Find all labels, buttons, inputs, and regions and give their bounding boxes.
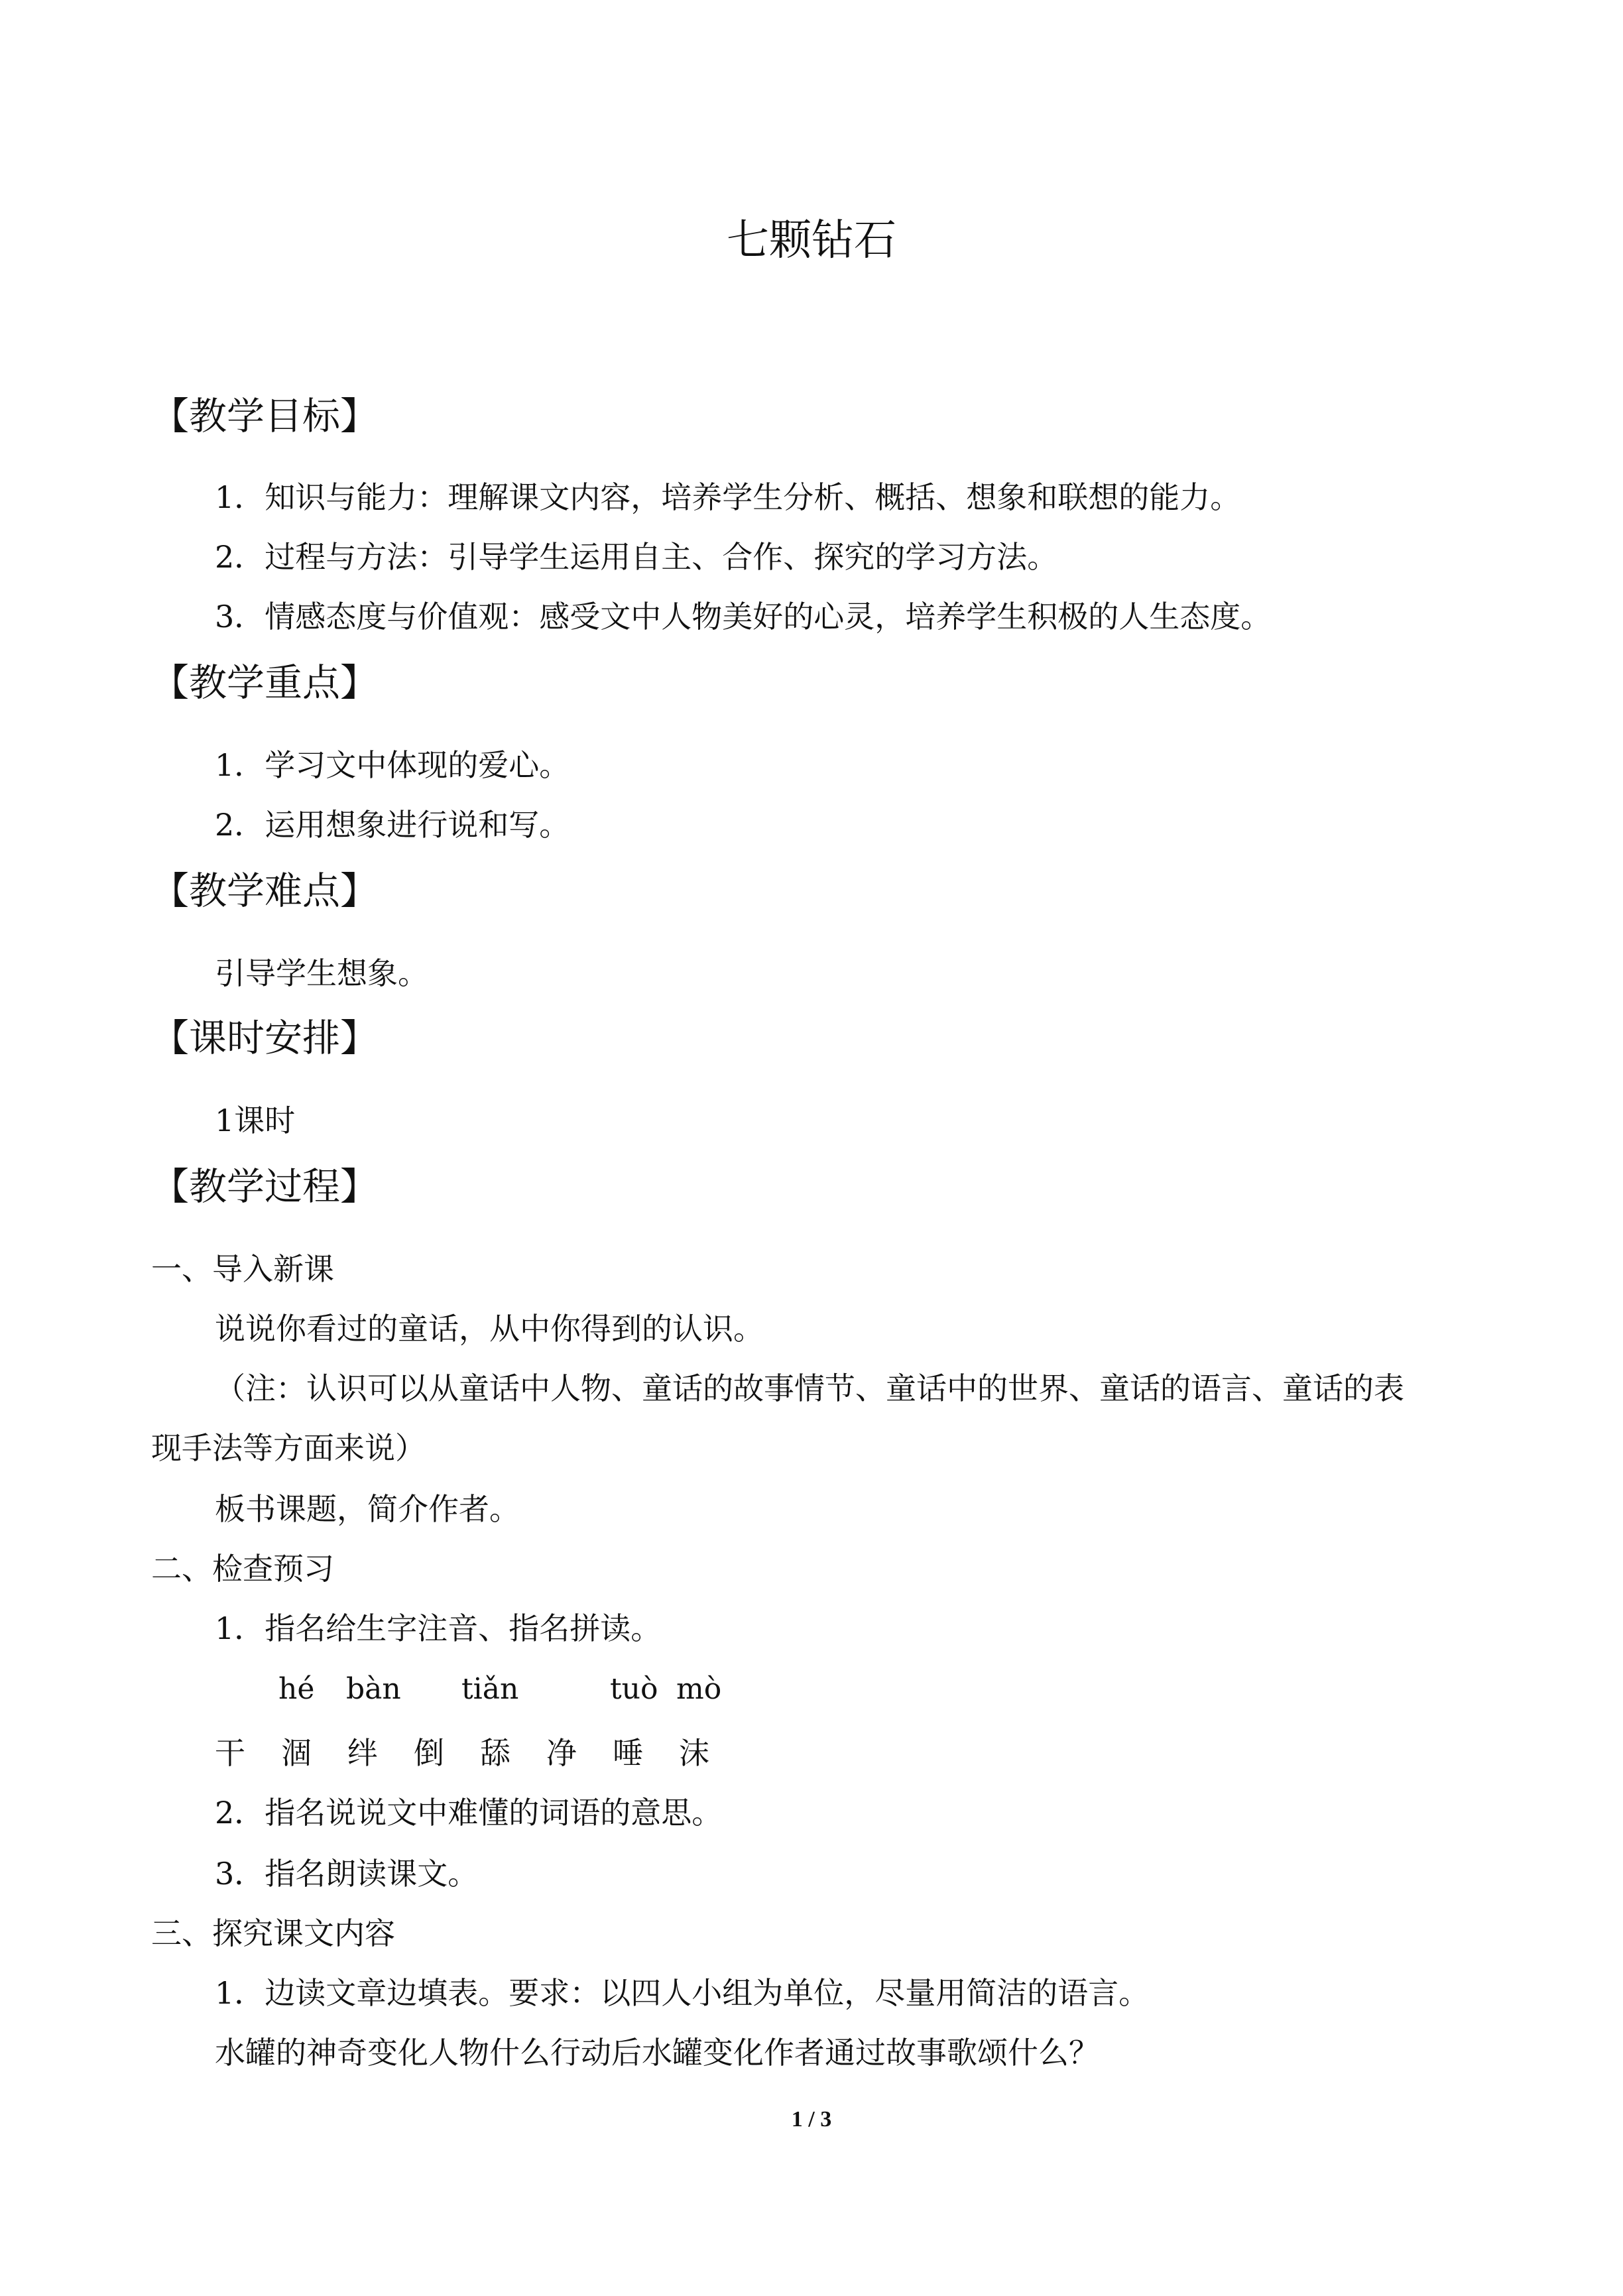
heading-process: 【教学过程】 bbox=[151, 1165, 378, 1209]
vocab-char: 唾 bbox=[613, 1735, 643, 1771]
part1-line1: 说说你看过的童话，从中你得到的认识。 bbox=[215, 1311, 764, 1347]
vocab-char: 沫 bbox=[679, 1735, 709, 1771]
part2-heading: 二、检查预习 bbox=[151, 1551, 334, 1587]
vocab-char: 涸 bbox=[281, 1735, 312, 1771]
part1-note-line1: （注：认识可以从童话中人物、童话的故事情节、童话中的世界、童话的语言、童话的表 bbox=[215, 1370, 1404, 1406]
part2-item3: 3．指名朗读课文。 bbox=[215, 1856, 479, 1892]
part1-heading: 一、导入新课 bbox=[151, 1251, 334, 1287]
part3-heading: 三、探究课文内容 bbox=[151, 1915, 395, 1951]
vocab-char: 舔 bbox=[480, 1735, 511, 1771]
page-title: 七颗钻石 bbox=[727, 216, 896, 265]
vocab-char: 倒 bbox=[414, 1735, 444, 1771]
key-point-item-2: 2．运用想象进行说和写。 bbox=[215, 807, 570, 843]
goal-item-3: 3．情感态度与价值观：感受文中人物美好的心灵，培养学生积极的人生态度。 bbox=[215, 599, 1272, 634]
part2-item1: 1．指名给生字注音、指名拼读。 bbox=[215, 1610, 662, 1646]
heading-teaching-goals: 【教学目标】 bbox=[151, 394, 378, 438]
page-number: 1 / 3 bbox=[791, 2107, 832, 2132]
heading-schedule: 【课时安排】 bbox=[151, 1016, 378, 1060]
part1-line3: 板书课题，简介作者。 bbox=[215, 1491, 520, 1527]
pinyin-ban: bàn bbox=[346, 1672, 401, 1706]
part3-table-header: 水罐的神奇变化人物什么行动后水罐变化作者通过故事歌颂什么？ bbox=[215, 2035, 1099, 2071]
part2-item2: 2．指名说说文中难懂的词语的意思。 bbox=[215, 1795, 723, 1831]
pinyin-tian: tiǎn bbox=[461, 1672, 519, 1706]
heading-difficulties: 【教学难点】 bbox=[151, 869, 378, 913]
vocab-char: 绊 bbox=[347, 1735, 378, 1771]
part1-note-line2: 现手法等方面来说） bbox=[151, 1430, 426, 1466]
difficulty-text: 引导学生想象。 bbox=[215, 955, 428, 991]
key-point-item-1: 1．学习文中体现的爱心。 bbox=[215, 747, 570, 783]
goal-item-2: 2．过程与方法：引导学生运用自主、合作、探究的学习方法。 bbox=[215, 539, 1058, 575]
vocab-char: 净 bbox=[546, 1735, 577, 1771]
goal-item-1: 1．知识与能力：理解课文内容，培养学生分析、概括、想象和联想的能力。 bbox=[215, 479, 1241, 515]
heading-key-points: 【教学重点】 bbox=[151, 661, 378, 705]
vocab-chars-row bbox=[0, 1732, 1623, 1774]
pinyin-he: hé bbox=[278, 1672, 315, 1706]
schedule-text: 1课时 bbox=[215, 1103, 296, 1138]
vocab-char: 干 bbox=[215, 1735, 245, 1771]
pinyin-row bbox=[0, 1669, 1623, 1709]
part3-item1: 1．边读文章边填表。要求：以四人小组为单位，尽量用简洁的语言。 bbox=[215, 1975, 1150, 2011]
pinyin-mo: mò bbox=[676, 1672, 722, 1706]
pinyin-tuo: tuò bbox=[610, 1672, 658, 1706]
